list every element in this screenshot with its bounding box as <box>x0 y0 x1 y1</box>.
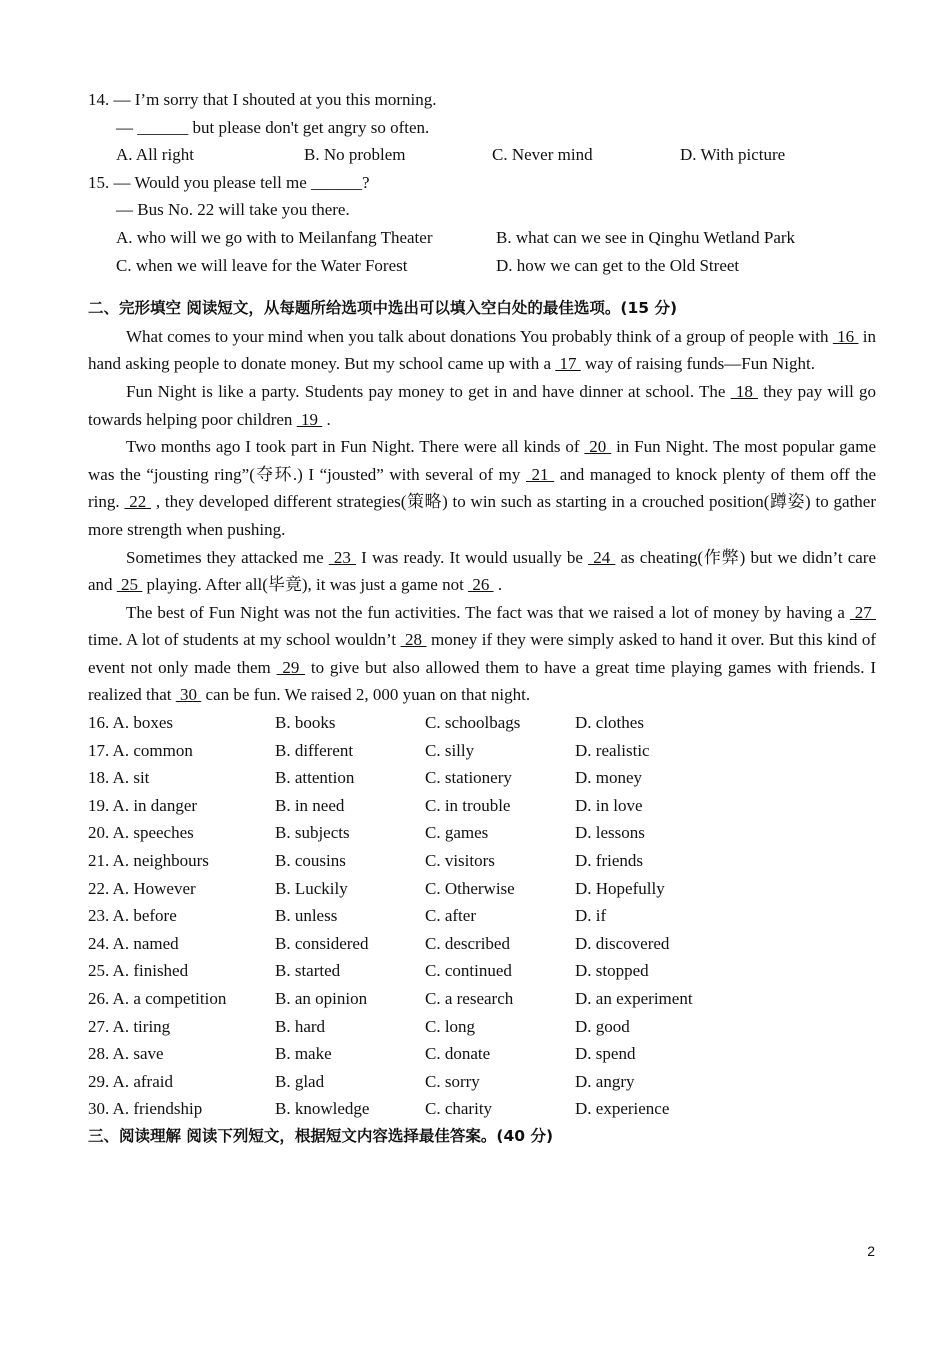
blank-21: 21 <box>525 464 555 484</box>
blank-17: 17 <box>555 354 581 374</box>
section3-heading: 三、阅读理解 阅读下列短文，根据短文内容选择最佳答案。(40 分) <box>88 1126 554 1145</box>
choice-row-30: 30. A. friendship B. knowledge C. charity D. experience <box>88 1099 670 1119</box>
section2-heading: 二、完形填空 阅读短文，从每题所给选项中选出可以填入空白处的最佳选项。(15 分) <box>88 299 678 318</box>
choice-row-16: 16. A. boxes B. books C. schoolbags D. clothes <box>88 713 644 733</box>
q15-option-d: D. how we can get to the Old Street <box>496 255 740 275</box>
choice-row-29: 29. A. afraid B. glad C. sorry D. angry <box>88 1071 635 1091</box>
choice-row-20: 20. A. speeches B. subjects C. games D. lessons <box>88 823 645 843</box>
blank-19: 19 <box>296 409 323 429</box>
q15-reply: — Bus No. 22 will take you there. <box>116 200 350 220</box>
passage-paragraph-4: Sometimes they attacked me 23 I was ready. It would usually be 24 as cheating(作弊) but we didn’t care and 25 playing. After all(毕竟), it was just a game not 26 . <box>88 547 877 595</box>
page-number: 2 <box>867 1243 875 1259</box>
blank-18: 18 <box>730 381 759 401</box>
q14-reply: — ______ but please don't get angry so often. <box>116 117 430 137</box>
q14-option-c: C. Never mind <box>492 145 593 165</box>
q15-options-row2 <box>88 252 876 280</box>
blank-22: 22 <box>124 492 152 512</box>
q15-stem: 15. — Would you please tell me ______? <box>88 172 370 192</box>
choice-row-17: 17. A. common B. different C. silly D. realistic <box>88 740 650 760</box>
blank-20: 20 <box>584 437 612 457</box>
choice-row-22: 22. A. However B. Luckily C. Otherwise D. Hopefully <box>88 878 665 898</box>
choice-row-25: 25. A. finished B. started C. continued D. stopped <box>88 961 649 981</box>
choice-row-24: 24. A. named B. considered C. described D. discovered <box>88 933 670 953</box>
blank-27: 27 <box>849 602 876 622</box>
choice-row-18: 18. A. sit B. attention C. stationery D. money <box>88 768 643 788</box>
choice-row-27: 27. A. tiring B. hard C. long D. good <box>88 1016 630 1036</box>
blank-24: 24 <box>588 547 616 567</box>
passage-paragraph-1: What comes to your mind when you talk about donations You probably think of a group of people with 16 in hand asking people to donate money. But my school came up with a 17 way of raising funds—Fun Night. <box>88 326 876 374</box>
blank-16: 16 <box>832 326 859 346</box>
q14-options <box>88 141 876 169</box>
passage-paragraph-3: Two months ago I took part in Fun Night. There were all kinds of 20 in Fun Night. The most popular game was the “jousting ring”(夺环.) I “jousted” with several of my 21 and managed to knock plenty of them off the ring. 22 , they developed different strategies(策略) to win such as starting in a crouched position(蹲姿) to gather more strength when pushing. <box>88 437 877 539</box>
choice-row-21: 21. A. neighbours B. cousins C. visitors D. friends <box>88 851 643 871</box>
choice-row-23: 23. A. before B. unless C. after D. if <box>88 906 607 926</box>
q15-option-b: B. what can we see in Qinghu Wetland Park <box>496 227 796 247</box>
blank-29: 29 <box>276 657 306 677</box>
blank-28: 28 <box>400 630 427 650</box>
q15-option-c: C. when we will leave for the Water Forest <box>116 255 408 275</box>
q15-option-a: A. who will we go with to Meilanfang Theater <box>116 227 433 247</box>
q14-stem: 14. — I’m sorry that I shouted at you this morning. <box>88 90 437 109</box>
cloze-choices <box>88 709 876 1123</box>
q14-option-a: A. All right <box>116 145 194 165</box>
exam-page <box>88 86 876 1151</box>
blank-23: 23 <box>328 547 357 567</box>
q15-options-row1 <box>88 224 876 252</box>
blank-25: 25 <box>116 575 143 595</box>
blank-30: 30 <box>175 685 202 705</box>
passage-paragraph-5: The best of Fun Night was not the fun activities. The fact was that we raised a lot of money by having a 27 time. A lot of students at my school wouldn’t 28 money if they were simply asked to hand it over. But this kind of event not only made them 29 to give but also allowed them to have a great time playing games with friends. I realized that 30 can be fun. We raised 2, 000 yuan on that night. <box>88 602 877 705</box>
blank-26: 26 <box>468 575 494 595</box>
choice-row-19: 19. A. in danger B. in need C. in trouble D. in love <box>88 795 643 815</box>
choice-row-28: 28. A. save B. make C. donate D. spend <box>88 1044 636 1064</box>
q14-option-d: D. With picture <box>680 145 786 165</box>
passage-paragraph-2: Fun Night is like a party. Students pay money to get in and have dinner at school. The 18 they pay will go towards helping poor children 19 . <box>88 381 877 429</box>
choice-row-26: 26. A. a competition B. an opinion C. a research D. an experiment <box>88 989 693 1008</box>
q14-option-b: B. No problem <box>304 145 406 165</box>
